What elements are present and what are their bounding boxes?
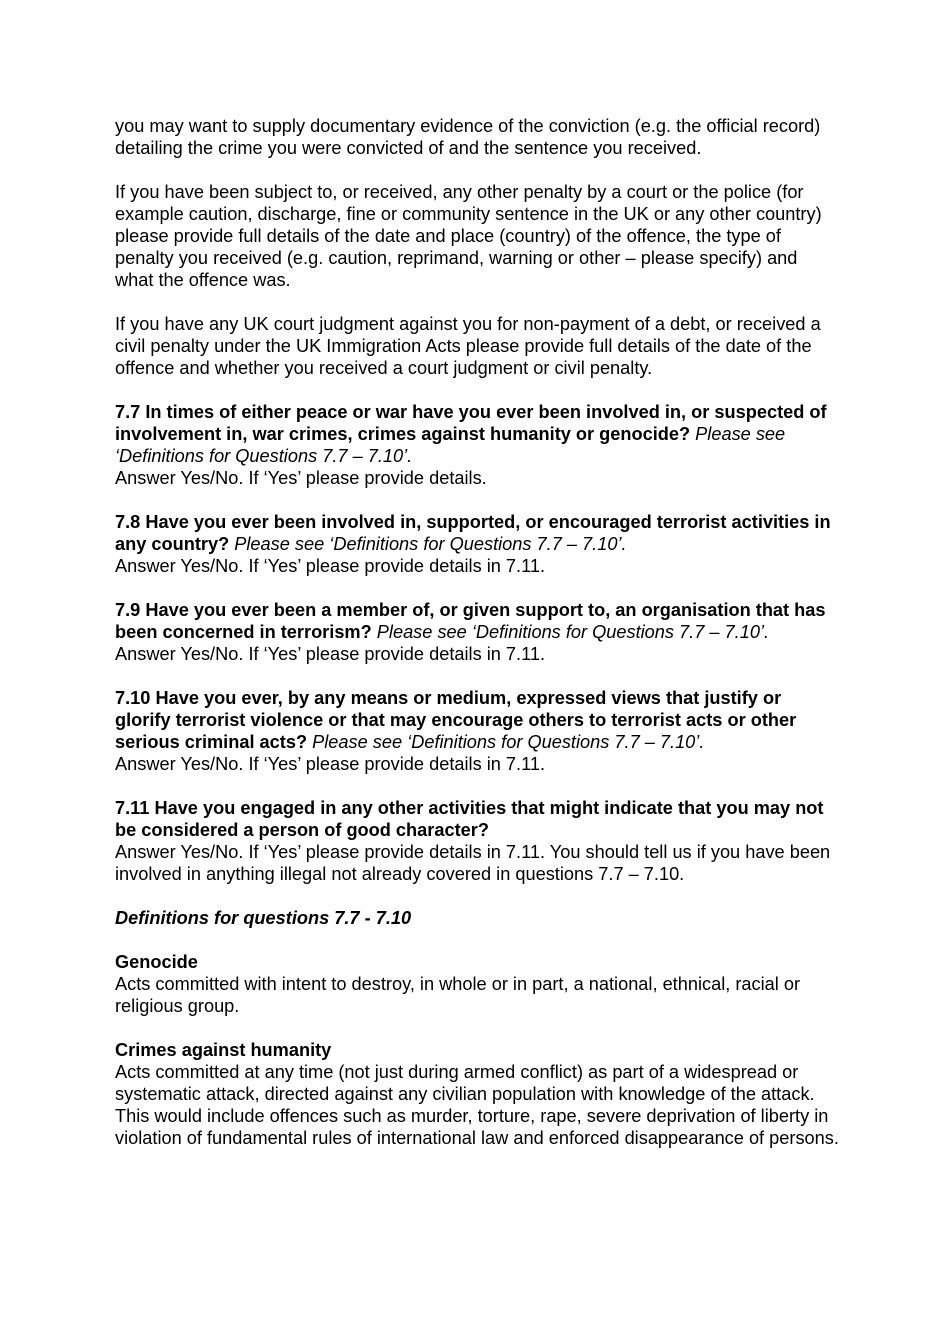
definition-genocide <box>115 951 840 1017</box>
document-page <box>115 115 840 1171</box>
question-7-11 <box>115 797 840 885</box>
definitions-reference: Please see ‘Definitions for Questions 7.7 – 7.10’. <box>376 622 770 642</box>
intro-paragraph-1: you may want to supply documentary evidence of the conviction (e.g. the official record) detailing the crime you were convicted of and the sentence you received. <box>115 116 821 158</box>
definition-crimes-against-humanity <box>115 1039 840 1149</box>
question-7-10 <box>115 687 840 775</box>
answer-instruction: Answer Yes/No. If ‘Yes’ please provide details in 7.11. You should tell us if you have been involved in anything illegal not already covered in questions 7.7 – 7.10. <box>115 842 831 884</box>
question-7-9 <box>115 599 840 665</box>
question-text: 7.9 Have you ever been a member of, or given support to, an organisation that has been concerned in terrorism? <box>115 600 826 642</box>
definition-term: Genocide <box>115 952 198 972</box>
question-7-8 <box>115 511 840 577</box>
definitions-heading: Definitions for questions 7.7 - 7.10 <box>115 908 412 928</box>
definition-text: Acts committed with intent to destroy, in whole or in part, a national, ethnical, racial or religious group. <box>115 974 801 1016</box>
definitions-reference: Please see ‘Definitions for Questions 7.7 – 7.10’. <box>234 534 627 554</box>
definitions-reference: Please see ‘Definitions for Questions 7.7 – 7.10’. <box>312 732 705 752</box>
answer-instruction: Answer Yes/No. If ‘Yes’ please provide details in 7.11. <box>115 644 546 664</box>
answer-instruction: Answer Yes/No. If ‘Yes’ please provide details in 7.11. <box>115 754 546 774</box>
question-text: 7.11 Have you engaged in any other activities that might indicate that you may not be considered a person of good character? <box>115 798 824 840</box>
intro-paragraph-2: If you have been subject to, or received, any other penalty by a court or the police (for example caution, discharge, fine or community sentence in the UK or any other country) please provide full details of the date and place (country) of the offence, the type of penalty you received (e.g. caution, reprimand, warning or other – please specify) and what the offence was. <box>115 182 822 290</box>
question-text: 7.10 Have you ever, by any means or medium, expressed views that justify or glorify terrorist violence or that may encourage others to terrorist acts or other serious criminal acts? <box>115 688 797 752</box>
definitions-reference: Please see ‘Definitions for Questions 7.7 – 7.10’. <box>115 424 786 466</box>
question-text: 7.8 Have you ever been involved in, supported, or encouraged terrorist activities in any country? <box>115 512 831 554</box>
definition-text: Acts committed at any time (not just during armed conflict) as part of a widespread or systematic attack, directed against any civilian population with knowledge of the attack. This would include offences such as murder, torture, rape, severe deprivation of liberty in violation of fundamental rules of international law and enforced disappearance of persons. <box>115 1062 839 1148</box>
answer-instruction: Answer Yes/No. If ‘Yes’ please provide details in 7.11. <box>115 556 546 576</box>
answer-instruction: Answer Yes/No. If ‘Yes’ please provide details. <box>115 468 487 488</box>
question-text: 7.7 In times of either peace or war have you ever been involved in, or suspected of involvement in, war crimes, crimes against humanity or genocide? <box>115 402 827 444</box>
question-7-7 <box>115 401 840 489</box>
definition-term: Crimes against humanity <box>115 1040 332 1060</box>
intro-paragraph-3: If you have any UK court judgment against you for non-payment of a debt, or received a civil penalty under the UK Immigration Acts please provide full details of the date of the offence and whether you received a court judgment or civil penalty. <box>115 314 821 378</box>
